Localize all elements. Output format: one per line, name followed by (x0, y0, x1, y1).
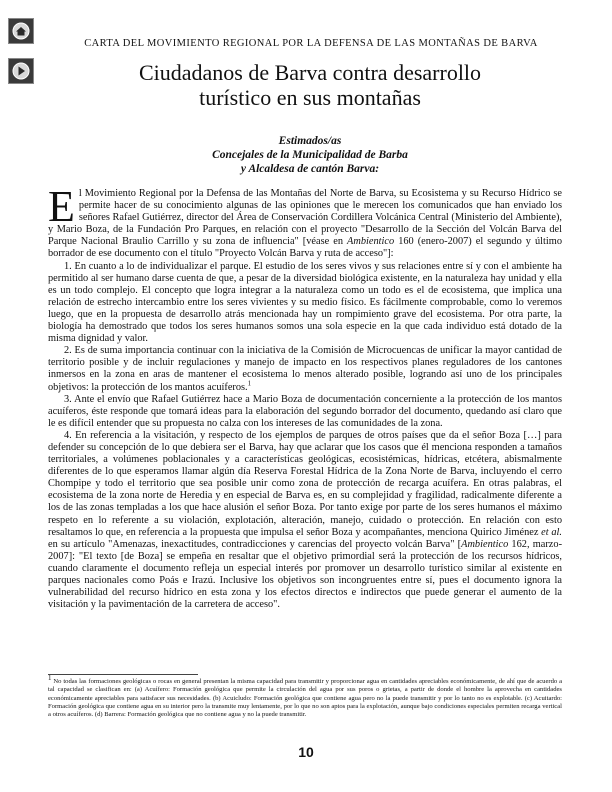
paragraph-1: 1. En cuanto a lo de individualizar el parque. El estudio de los seres vivos y sus relaciones entre sí y con el ambiente ha permitido al ser humano darse cuenta de que, a pesar de la diversidad biológica existente, en la naturaleza hay unidad y ella es un todo complejo. El concepto que logra integrar a la naturaleza como un todo es el de ecosistema, que implica una relación de estrecho intercambio entre los seres vivientes y su medio físico. Es fácilmente comprobable, como lo veremos luego, que en la propuesta de desarrollo atrás mencionada hay un rompimiento grave del ecosistema. Por otra parte, la biología ha demostrado que todos los seres humanos somos una sola especie en la que cada individuo está dotado de la misma dignidad y valor. (48, 260, 562, 345)
paragraph-3: 3. Ante el envío que Rafael Gutiérrez hace a Mario Boza de documentación concerniente a la protección de los mantos acuíferos, éste responde que tomará ideas para la elaboración del segundo borrador del documento, quedando así claro que le es difícil entender que su propuesta no calza con los intereses de las comunidades de la zona. (48, 393, 562, 429)
home-button[interactable] (8, 18, 34, 44)
arrow-right-icon (12, 62, 30, 80)
paragraph-4: 4. En referencia a la visitación, y respecto de los ejemplos de parques de otros países que da el señor Boza […] para defender su concepción de lo que debiera ser el Barva, hay que aclarar que los casos que él menciona responden a tamaños territoriales, a volúmenes poblacionales y a características geológicas, ecosistémicas, hídricas, etcétera, abismalmente diferentes de lo que esperamos llamar algún día Reserva Forestal Hídrica de la Zona Norte de Barva, incluyendo el cerro Chompipe y todo el territorio que sea posible unir como zona de protección de recarga acuífera. En otras palabras, el ecosistema de la zona norte de Heredia y en especial de Barva es, en su complejidad y fragilidad, radicalmente diferente a los de las zonas templadas a los que hace alusión el señor Boza. Por tanto exige por parte de los seres humanos el máximo respeto en lo referente a su violación, explotación, alteración, manejo, cuidado o protección. En relación con esto resaltamos lo que, en referencia a la propuesta que impulsa el señor Boza y acompañantes, menciona Quirico Jiménez et al. en su artículo "Amenazas, inexactitudes, contradicciones y carencias del proyecto volcán Barva" [Ambientico 162, marzo-2007]: "El texto [de Boza] se empeña en resaltar que el objetivo primordial será la protección de los recursos hídricos, cuando claramente el documento refleja un especial interés por promover un desarrollo turístico similar al existente en parques nacionales como Poás e Irazú. Inclusive los objetivos son incongruentes entre sí, pues el documento ignora la vulnerabilidad del recurso hídrico en esta zona y los efectos directos e indirectos que puede generar el aumento de la visitación y la pavimentación de la carretera de acceso". (48, 429, 563, 611)
home-icon (12, 22, 30, 40)
page-number: 10 (298, 744, 314, 760)
salutation-line-1: Estimados/as (278, 135, 342, 147)
paragraph-2: 2. Es de suma importancia continuar con la iniciativa de la Comisión de Microcuencas de unificar la mayor cantidad de territorio posible y de incluir regulaciones y manejo de impacto en los respectivos planes reguladores de los cantones inmersos en la zona en aras de mantener el ecosistema lo menos alterado posible, logrando así uno de los principales objetivos: la protección de los mantos acuíferos.$^1$ (48, 345, 562, 393)
article-body (48, 182, 563, 611)
salutation-line-3: y Alcaldesa de cantón Barva: (240, 163, 380, 175)
title-line-1: Ciudadanos de Barva contra desarrollo (138, 60, 482, 85)
footnote-mark: 1 (48, 674, 52, 682)
salutation (60, 134, 560, 176)
running-header: CARTA DEL MOVIMIENTO REGIONAL POR LA DEFENSA DE LAS MONTAÑAS DE BARVA (84, 38, 538, 49)
drop-cap: E (48, 182, 75, 231)
salutation-line-2: Concejales de la Municipalidad de Barba (212, 149, 408, 161)
footnote (48, 674, 562, 720)
article-title (60, 60, 560, 110)
paragraph-intro: El Movimiento Regional por la Defensa de las Montañas del Norte de Barva, su Ecosistema y su Recurso Hídrico se permite hacer de su conocimiento algunas de las opiniones que le merecen los comunicados que han enviado los señores Rafael Gutiérrez, director del Área de Conservación Cordillera Volcánica Central (Ministerio del Ambiente), y Mario Boza, de la Fundación Pro Parques, en relación con el proyecto "Desarrollo de la Sección del Volcán Barva del Parque Nacional Braulio Carrillo y su zona de influencia" [véase en Ambientico 160 (enero-2007) el segundo y último borrador de ese documento con el título "Proyecto Volcán Barva y ruta de acceso"]: (48, 182, 562, 260)
next-page-button[interactable] (8, 58, 34, 84)
footnote-reference[interactable]: 1 (247, 379, 252, 388)
title-line-2: turístico en sus montañas (199, 85, 421, 110)
footnote-text: No todas las formaciones geológicas o rocas en general presentan la misma capacidad para transmitir y proporcionar agua en cantidades apreciables económicamente, de ahí que de acuerdo a tal capacidad se clasifican en: (a) Acuífero: Formación geológica que permite la circulación del agua por sus poros o grietas, a partir de donde el hombre la aprovecha en cantidades económicamente apreciables para satisfacer sus necesidades. (b) Acuicludo: Formación geológica que contiene agua pero no la puede transmitir y por lo tanto no es explotable. (c) Acuitardo: Formación geológica que contiene agua en su interior pero la transmite muy lentamente, por lo que no son aptos para la explotación, aunque bajo condiciones especiales permiten recarga vertical a otros acuíferos. (d) Barrera: Formación geológica que no contiene agua y no la puede transmitir. (48, 678, 562, 719)
footnote-divider (48, 674, 198, 675)
